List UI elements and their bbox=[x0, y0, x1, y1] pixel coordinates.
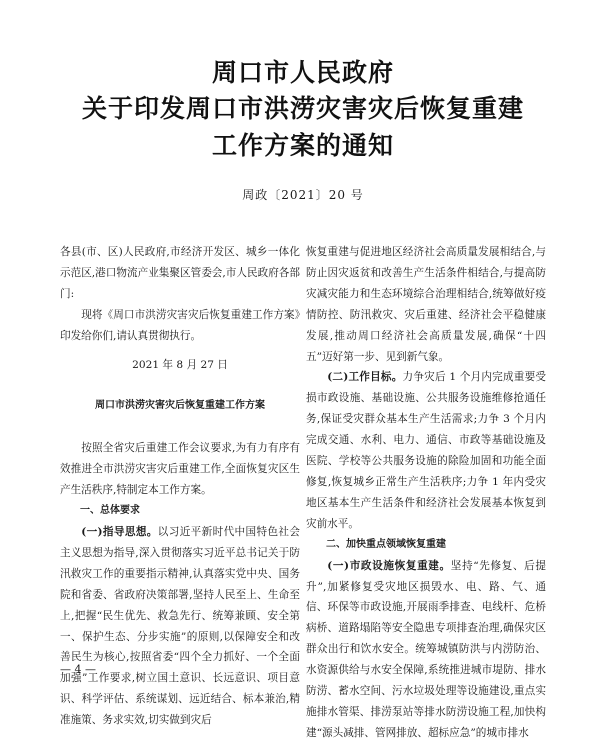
title-line-3: 工作方案的通知 bbox=[211, 131, 394, 160]
right-column bbox=[306, 242, 546, 744]
section-heading-2: 二、加快重点领域恢复重建 bbox=[326, 538, 446, 550]
section-heading-1: 一、总体要求 bbox=[80, 505, 140, 517]
left-column bbox=[60, 242, 300, 731]
document-number: 周政〔2021〕20 号 bbox=[242, 188, 364, 202]
plan-title: 周口市洪涝灾害灾后恢复重建工作方案 bbox=[95, 400, 265, 412]
work-goals-paragraph bbox=[306, 367, 546, 534]
page-number: — 4 — bbox=[60, 663, 96, 676]
title-line-2: 关于印发周口市洪涝灾害灾后恢复重建 bbox=[81, 94, 524, 123]
work-goals-lead: (二)工作目标。 bbox=[327, 371, 403, 384]
intro-paragraph: 按照全省灾后重建工作会议要求,为有力有序有效推进全市洪涝灾害灾后重建工作,全面恢复灾区生产生活秩序,特制定本工作方案。 bbox=[60, 442, 300, 497]
municipal-facilities-lead: (一)市政设施恢复重建。 bbox=[327, 559, 451, 572]
issue-date: 2021 年 8 月 27 日 bbox=[132, 358, 228, 371]
guiding-ideology-lead: (一)指导思想。 bbox=[81, 525, 158, 538]
guiding-ideology-text: 以习近平新时代中国特色社会主义思想为指导,深入贯彻落实习近平总书记关于防汛救灾工作的重要指示精神,认真落实党中央、国务院和省委、省政府决策部署,坚持人民至上、生命至上,把握“民生优先、救急先行、统筹兼顾、安全第一、保护生态、分步实施”的原则,以保障安全和改善民生为核心,按照省委“四个全力抓好、一个全面加强”工作要求,树立国土意识、长远意识、项目意识、科学评估、系统谋划、远近结合、标本兼治,精准施策、务求实效,切实做到灾后 bbox=[60, 525, 300, 727]
work-goals-text: 力争灾后 1 个月内完成重要受损市政设施、基础设施、公共服务设施维修抢通任务,保证受灾群众基本生产生活需求;力争 3 个月内完成交通、水利、电力、通信、市政等基础设施及医院、学校等公共服务设施的除险加固和功能全面修复,恢复城乡正常生产生活秩序;力争 1 年内受灾地区基本生产生活条件和经济社会发展基本恢复到灾前水平。 bbox=[306, 371, 546, 530]
addressee: 各县(市、区)人民政府,市经济开发区、城乡一体化示范区,港口物流产业集聚区管委会,市人民政府各部门: bbox=[60, 246, 300, 300]
municipal-facilities-text: 坚持“先修复、后提升”,加紧修复受灾地区损毁水、电、路、气、通信、环保等市政设施,开展雨季排查、电线杆、危桥病桥、道路塌陷等安全隐患专项排查治理,确保灾区群众出行和饮水安全。统筹城镇防洪与内涝防治、水资源供给与水安全保障,系统推进城市堤防、排水防涝、蓄水空间、污水垃圾处理等设施建设,重点实施排水管渠、排涝泵站等排水防涝设施工程,加快构建“源头减排、管网排放、超标应急”的城市排水 bbox=[306, 559, 546, 739]
guiding-ideology-continued: 恢复重建与促进地区经济社会高质量发展相结合,与防止因灾返贫和改善生产生活条件相结合,与提高防灾减灾能力和生态环境综合治理相结合,统筹做好疫情防控、防汛救灾、灾后重建、经济社会平稳健康发展,推动周口经济社会高质量发展,确保“十四五”迈好第一步、见到新气象。 bbox=[306, 246, 546, 363]
title-line-1: 周口市人民政府 bbox=[211, 58, 394, 87]
notice-text: 现将《周口市洪涝灾害灾后恢复重建工作方案》印发给你们,请认真贯彻执行。 bbox=[60, 308, 300, 342]
municipal-facilities-paragraph bbox=[306, 556, 546, 744]
